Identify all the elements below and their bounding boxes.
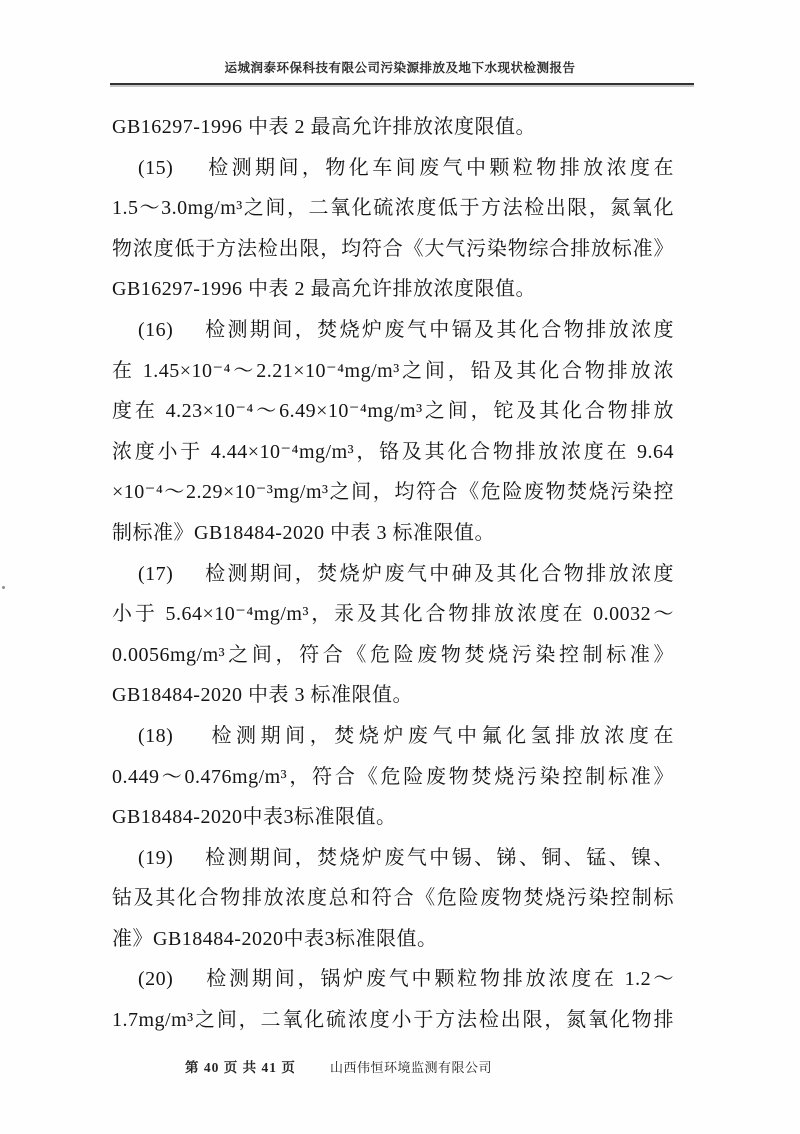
body-line: 0.449～0.476mg/m³，符合《危险废物焚烧污染控制标准》 [112, 765, 674, 788]
body-line: 制标准》GB18484-2020 中表 3 标准限值。 [112, 521, 495, 544]
body-line: 0.0056mg/m³之间，符合《危险废物焚烧污染控制标准》 [112, 643, 674, 666]
footer-company: 山西伟恒环境监测有限公司 [330, 1060, 493, 1075]
body-line: 浓度小于 4.44×10⁻⁴mg/m³，铬及其化合物排放浓度在 9.64 [112, 440, 674, 463]
scan-speck [2, 586, 5, 589]
body-line: 钴及其化合物排放浓度总和符合《危险废物焚烧污染控制标 [112, 887, 674, 910]
body-line: (20) 检测期间，锅炉废气中颗粒物排放浓度在 1.2～ [138, 968, 674, 991]
body-line: GB16297-1996 中表 2 最高允许排放浓度限值。 [112, 278, 536, 301]
body-line: (16) 检测期间，焚烧炉废气中镉及其化合物排放浓度 [138, 318, 674, 341]
body-line: 度在 4.23×10⁻⁴～6.49×10⁻⁴mg/m³之间，铊及其化合物排放 [112, 400, 674, 423]
body-line: ×10⁻⁴～2.29×10⁻³mg/m³之间，均符合《危险废物焚烧污染控 [112, 481, 674, 504]
body-line: 小于 5.64×10⁻⁴mg/m³，汞及其化合物排放浓度在 0.0032～ [112, 603, 674, 626]
body-line: (15) 检测期间，物化车间废气中颗粒物排放浓度在 [138, 156, 674, 179]
document-body [112, 107, 674, 1041]
body-line: 准》GB18484-2020中表3标准限值。 [112, 927, 438, 950]
footer-page-number: 第 40 页 共 41 页 [185, 1060, 296, 1075]
body-line: (18) 检测期间，焚烧炉废气中氟化氢排放浓度在 [138, 724, 674, 747]
body-line: 1.5～3.0mg/m³之间，二氧化硫浓度低于方法检出限，氮氧化 [112, 197, 674, 220]
body-line: 1.7mg/m³之间，二氧化硫浓度小于方法检出限，氮氧化物排 [112, 1009, 674, 1032]
body-line: GB16297-1996 中表 2 最高允许排放浓度限值。 [112, 116, 536, 138]
body-line: GB18484-2020中表3标准限值。 [112, 806, 397, 829]
body-line: (19) 检测期间，焚烧炉废气中锡、锑、铜、锰、镍、 [138, 846, 674, 869]
body-line: (17) 检测期间，焚烧炉废气中砷及其化合物排放浓度 [138, 562, 674, 585]
body-line: 物浓度低于方法检出限，均符合《大气污染物综合排放标准》 [112, 237, 674, 260]
body-line: GB18484-2020 中表 3 标准限值。 [112, 684, 413, 707]
body-line: 在 1.45×10⁻⁴～2.21×10⁻⁴mg/m³之间，铅及其化合物排放浓 [112, 359, 674, 382]
header-rule [110, 83, 694, 85]
page-header-title: 运城润泰环保科技有限公司污染源排放及地下水现状检测报告 [224, 61, 576, 75]
